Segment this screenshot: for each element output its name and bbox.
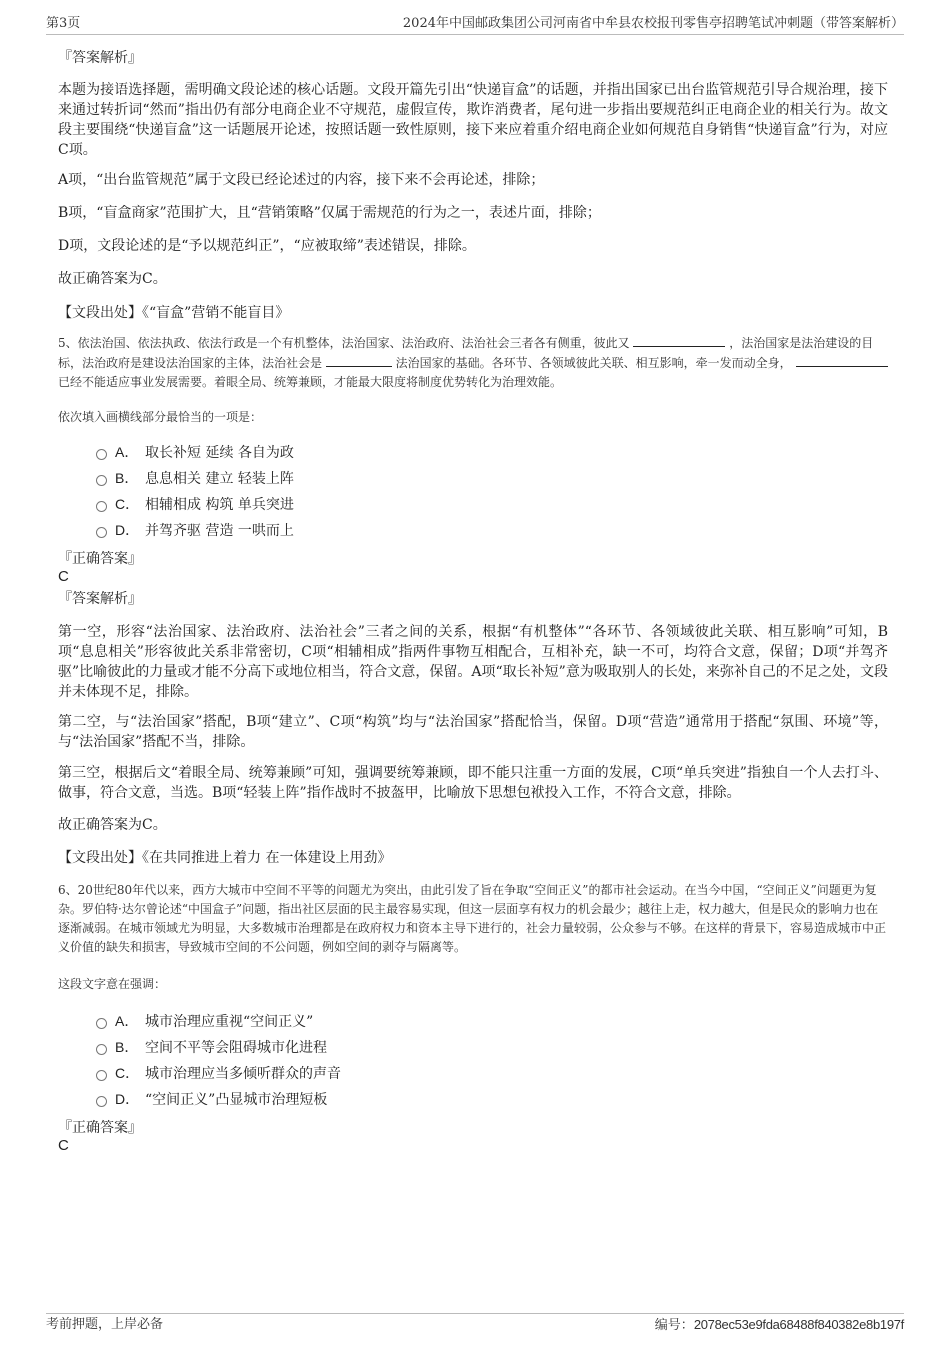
q6-option-c[interactable]: C． 城市治理应当多倾听群众的声音: [96, 1062, 341, 1084]
q5-answer: C: [58, 568, 69, 585]
footer-code: 编号：2078ec53e9fda68488f840382e8b197f: [654, 1317, 904, 1333]
document-title: 2024年中国邮政集团公司河南省中牟县农校报刊零售亭招聘笔试冲刺题（带答案解析）: [402, 16, 904, 31]
q6-answer-heading: 『正确答案』: [58, 1120, 142, 1136]
q5-analysis-heading: 『答案解析』: [58, 591, 142, 607]
radio-icon[interactable]: [96, 449, 107, 460]
q4-analysis-heading: 『答案解析』: [58, 50, 142, 66]
q5-option-c[interactable]: C． 相辅相成 构筑 单兵突进: [96, 493, 294, 515]
q5-stem-part-1: 5、依法治国、依法执政、依法行政是一个有机整体，法治国家、法治政府、法治社会三者各有侧重，彼此又: [58, 336, 630, 350]
q5-answer-heading: 『正确答案』: [58, 551, 142, 567]
radio-icon[interactable]: [96, 501, 107, 512]
q6-option-a[interactable]: A． 城市治理应重视“空间正义”: [96, 1010, 313, 1032]
q5-analysis-blank-3: 第三空，根据后文“着眼全局、统筹兼顾”可知，强调要统筹兼顾，即不能只注重一方面的发展，C项“单兵突进”指独自一个人去打斗、做事，符合文意，当选。B项“轻装上阵”指作战时不披盔甲，比喻放下思想包袱投入工作，不符合文意，排除。: [58, 765, 888, 801]
q4-analysis-option-d: D项，文段论述的是“予以规范纠正”，“应被取缔”表述错误，排除。: [58, 238, 476, 254]
q5-option-d[interactable]: D． 并驾齐驱 营造 一哄而上: [96, 519, 294, 541]
radio-icon[interactable]: [96, 1018, 107, 1029]
radio-icon[interactable]: [96, 1044, 107, 1055]
q5-stem: [58, 333, 888, 392]
q5-stem-part-3: 法治国家的基础。各环节、各领域彼此关联、相互影响，牵一发而动全身，: [395, 356, 792, 370]
q6-option-d[interactable]: D． “空间正义”凸显城市治理短板: [96, 1088, 327, 1110]
page-footer: [46, 1313, 904, 1334]
q4-analysis-option-b: B项，“盲盒商家”范围扩大，且“营销策略”仅属于需规范的行为之一，表述片面，排除；: [58, 205, 601, 221]
page-header: [46, 14, 904, 35]
q5-prompt: 依次填入画横线部分最恰当的一项是：: [58, 410, 263, 424]
radio-icon[interactable]: [96, 1070, 107, 1081]
q6-option-b[interactable]: B． 空间不平等会阻碍城市化进程: [96, 1036, 327, 1058]
q6-stem: 6、20世纪80年代以来，西方大城市中空间不平等的问题尤为突出，由此引发了旨在争取“空间正义”的都市社会运动。在当今中国，“空间正义”问题更为复杂。罗伯特·达尔曾论述“中国盒子”问题，指出社区层面的民主最容易实现，但这一层面享有权力的机会最少；越往上走，权力越大，但是民众的影响力也在逐渐减弱。在城市领域尤为明显，大多数城市治理都是在政府权力和资本主导下进行的，社会力量较弱，公众参与不够。在这样的背景下，容易造成城市中正义价值的缺失和损害，导致城市空间的不公问题，例如空间的剥夺与隔离等。: [58, 883, 887, 954]
q5-analysis-blank-2: 第二空，与“法治国家”搭配，B项“建立”、C项“构筑”均与“法治国家”搭配恰当，保留。D项“营造”通常用于搭配“氛围、环境”等，与“法治国家”搭配不当，排除。: [58, 714, 888, 750]
q5-analysis-blank-1: 第一空，形容“法治国家、法治政府、法治社会”三者之间的关系，根据“有机整体”“各环节、各领域彼此关联、相互影响”可知，B项“息息相关”形容彼此关系非常密切，C项“相辅相成”指两件事物互相配合，互相补充，缺一不可，均符合文意，保留；D项“并驾齐驱”比喻彼此的力量或才能不分高下或地位相当，符合文意，保留。A项“取长补短”意为吸取别人的长处，来弥补自己的不足之处，文段并未体现不足，排除。: [58, 624, 888, 700]
q5-blank-1: [633, 333, 725, 347]
q4-source: 【文段出处】《“盲盒”营销不能盲目》: [58, 305, 290, 321]
q5-stem-part-2: ，法治国家是法治建设的目标，法治政府是建设法治国家的主体，法治社会是: [58, 336, 874, 370]
q5-blank-3: [796, 353, 888, 367]
q5-conclusion: 故正确答案为C。: [58, 817, 167, 833]
q5-stem-part-4: 已经不能适应事业发展需要。着眼全局、统筹兼顾，才能最大限度将制度优势转化为治理效能。: [58, 375, 563, 389]
q5-option-b[interactable]: B． 息息相关 建立 轻装上阵: [96, 467, 294, 489]
radio-icon[interactable]: [96, 527, 107, 538]
q4-conclusion: 故正确答案为C。: [58, 271, 167, 287]
q4-analysis-paragraph: 本题为接语选择题，需明确文段论述的核心话题。文段开篇先引出“快递盲盒”的话题，并指出国家已出台监管规范引导合规治理，接下来通过转折词“然而”指出仍有部分电商企业不守规范，虚假宣传，欺诈消费者，尾句进一步指出要规范纠正电商企业的相关行为。故文段主要围绕“快递盲盒”这一话题展开论述，按照话题一致性原则，接下来应着重介绍电商企业如何规范自身销售“快递盲盒”行为，对应C项。: [58, 82, 888, 158]
footer-slogan: 考前押题，上岸必备: [46, 1317, 164, 1332]
q5-source: 【文段出处】《在共同推进上着力 在一体建设上用劲》: [58, 850, 392, 866]
radio-icon[interactable]: [96, 475, 107, 486]
q5-blank-2: [326, 353, 392, 367]
q6-answer: C: [58, 1137, 69, 1154]
q5-option-a[interactable]: A． 取长补短 延续 各自为政: [96, 441, 294, 463]
page-number: 第3页: [46, 16, 81, 31]
q6-prompt: 这段文字意在强调：: [58, 977, 167, 991]
q4-analysis-option-a: A项，“出台监管规范”属于文段已经论述过的内容，接下来不会再论述，排除；: [58, 172, 545, 188]
radio-icon[interactable]: [96, 1096, 107, 1107]
